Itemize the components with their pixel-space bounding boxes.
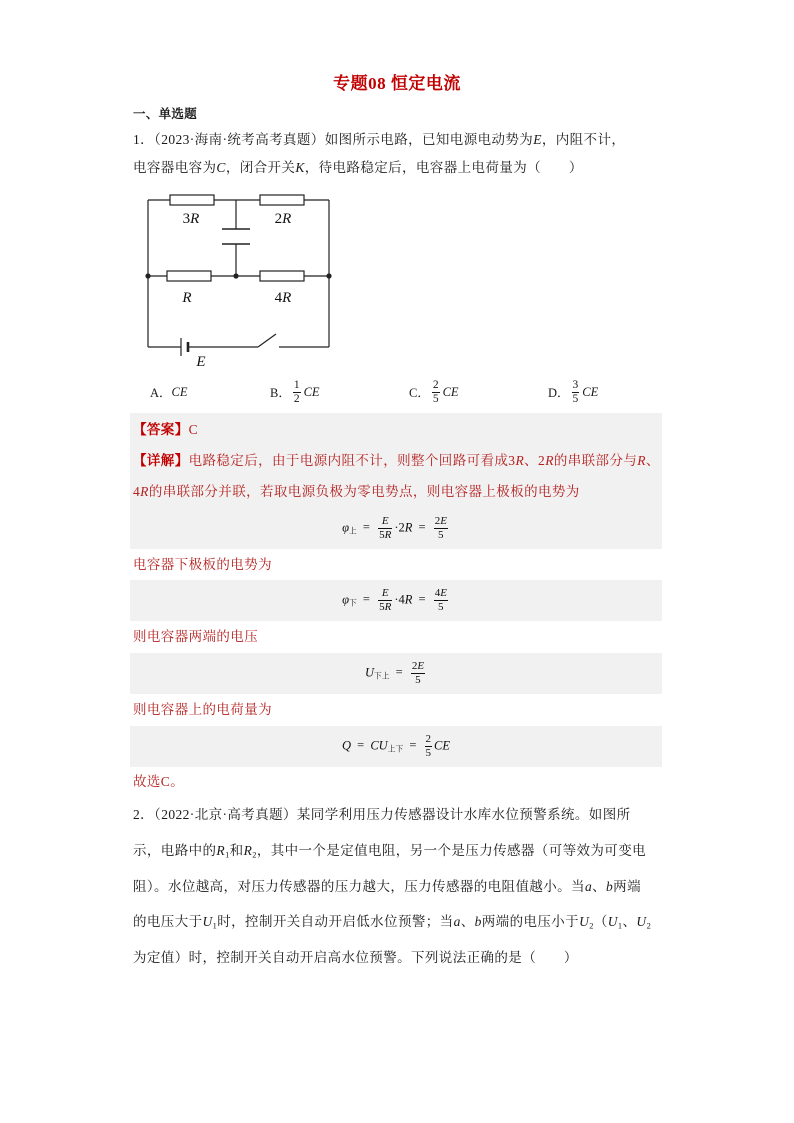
math-variable: U: [579, 914, 590, 929]
option-letter: D．: [548, 386, 570, 400]
formula-upper-plate-potential: [130, 509, 662, 547]
math-variable: R: [545, 453, 554, 468]
answer-label: 【答案】: [133, 422, 189, 437]
label-coefficient: 2: [274, 211, 283, 227]
fraction: [572, 379, 580, 406]
fraction: [432, 379, 440, 406]
fraction: [434, 587, 448, 614]
fraction: [293, 379, 301, 406]
q2-stem-line-1: [133, 806, 631, 824]
text-run: 4: [133, 484, 141, 499]
resistor-2r: [260, 195, 304, 205]
equals-sign: =: [362, 592, 370, 607]
label-resistor-r: [181, 290, 191, 306]
option-value: CE: [582, 384, 599, 399]
voltage-symbol: U: [364, 665, 374, 680]
fraction: [411, 660, 425, 687]
label-resistor-4r: [275, 290, 292, 306]
text-run: 5: [379, 601, 385, 613]
text-run: 和: [229, 843, 244, 858]
text-run: 阻）。水位越高，对压力传感器的压力越大，压力传感器的电阻值越小。当: [133, 879, 585, 894]
subscript: 1: [225, 850, 230, 860]
option-c: [409, 375, 459, 409]
math-variable: a: [453, 914, 461, 929]
math-variable: K: [295, 160, 305, 175]
math-variable: R: [243, 843, 253, 858]
math-variable: R: [140, 484, 149, 499]
fraction: [434, 515, 448, 542]
text-run: 4: [434, 587, 441, 599]
q1-stem-line-1: [133, 131, 625, 149]
charge-symbol: Q: [341, 738, 352, 753]
text-run: ，待电路稳定后，电容器上电荷量为（ ）: [304, 160, 583, 175]
equals-sign: =: [418, 592, 426, 607]
explanation-label: 【详解】: [133, 453, 189, 468]
text-run: 两端的电压小于: [481, 914, 580, 929]
subscript: 上: [349, 526, 357, 536]
numerator: 3: [572, 378, 579, 391]
phi-symbol: φ: [342, 519, 349, 534]
q2-stem-line-4: [133, 913, 651, 936]
formula-capacitor-voltage: [130, 653, 662, 694]
subscript: 上下: [387, 744, 404, 754]
resistor-4r: [260, 271, 304, 281]
answer-value: C: [188, 422, 199, 437]
equals-sign: =: [418, 519, 426, 534]
math-variable: U: [636, 914, 647, 929]
label-variable: R: [182, 290, 192, 306]
text-run: 电容器电容为: [133, 160, 217, 175]
math-variable: R: [384, 601, 392, 613]
denominator: 2: [293, 392, 300, 405]
equals-sign: =: [357, 738, 365, 753]
numerator: [411, 660, 425, 674]
product-term: CE: [434, 738, 451, 753]
junction-dot-right: [326, 273, 331, 278]
text-run: 的电压大于: [133, 914, 203, 929]
subscript: 下: [349, 598, 357, 608]
text-run: （: [593, 914, 608, 929]
option-letter: C．: [409, 386, 430, 400]
equals-sign: =: [362, 519, 370, 534]
text-run: 电路稳定后，由于电源内阻不计，则整个回路可看成3: [188, 453, 516, 468]
subscript: 下上: [373, 671, 390, 681]
text-run: ，其中一个是定值电阻，另一个是压力传感器（可等效为可变电: [256, 843, 647, 858]
denominator: [411, 674, 425, 687]
text-run: 5: [438, 528, 444, 541]
option-d: [548, 375, 598, 409]
text-run: 为定值）时，控制开关自动开启高水位预警。下列说法正确的是（ ）: [133, 950, 578, 965]
denominator: 5: [432, 392, 439, 405]
math-variable: E: [533, 132, 542, 147]
numerator: 1: [293, 378, 300, 391]
option-value: CE: [303, 384, 320, 399]
text-run: 、2: [524, 453, 546, 468]
math-variable: a: [584, 879, 593, 894]
text-run: 5: [438, 601, 444, 613]
text-run: 2: [411, 660, 418, 672]
text-run: 时，控制开关自动开启低水位预警；当: [217, 914, 454, 929]
math-variable: R: [637, 453, 646, 468]
text-run: ，内阻不计，: [541, 132, 626, 147]
math-variable: E: [381, 514, 389, 527]
math-variable: E: [440, 514, 447, 527]
answer-line: [133, 421, 198, 439]
multiplier: [394, 520, 412, 534]
explanation-conclusion: 故选C。: [133, 774, 185, 789]
formula-lower-plate-potential: [130, 580, 662, 621]
math-variable: R: [404, 592, 413, 607]
denominator: [434, 601, 448, 614]
option-a: [150, 375, 188, 409]
math-variable: R: [384, 528, 392, 541]
math-variable: U: [202, 914, 213, 929]
text-run: ·4: [394, 592, 405, 607]
denominator: [425, 747, 433, 760]
label-variable: E: [196, 354, 206, 370]
junction-dot-center: [233, 273, 238, 278]
text-run: 1．（2023·海南·统考高考真题）如图所示电路，已知电源电动势为: [133, 132, 534, 147]
denominator: [434, 529, 448, 542]
explanation-text-charge: 则电容器上的电荷量为: [133, 702, 272, 717]
text-run: 、: [460, 914, 475, 929]
option-letter: A．: [150, 386, 172, 400]
q1-stem-line-2: [133, 159, 583, 177]
explanation-text: [189, 453, 660, 468]
math-variable: U: [607, 914, 618, 929]
fraction: [425, 733, 433, 760]
denominator: 5: [572, 392, 579, 405]
numerator: [425, 733, 433, 747]
text-run: 、: [592, 879, 607, 894]
label-variable: R: [282, 211, 292, 227]
math-variable: R: [404, 519, 413, 534]
denominator: [378, 529, 392, 542]
denominator: [378, 601, 392, 614]
math-variable: C: [216, 160, 226, 175]
text-run: 2．（2022·北京·高考真题）某同学利用压力传感器设计水库水位预警系统。如图所: [133, 807, 631, 822]
explanation-text-lower-plate: 电容器下极板的电势为: [133, 557, 272, 572]
phi-symbol: φ: [342, 592, 349, 607]
numerator: [378, 587, 392, 601]
page-title: 专题08 恒定电流: [333, 74, 461, 93]
explanation-text-voltage: 则电容器两端的电压: [133, 629, 259, 644]
option-value: CE: [171, 384, 188, 399]
circuit-diagram: [140, 185, 340, 375]
subscript: 1: [617, 921, 623, 931]
numerator: [378, 515, 392, 529]
q2-stem-line-2: [133, 842, 646, 865]
text-run: 2: [434, 514, 441, 527]
numerator: [434, 587, 448, 601]
math-variable: E: [440, 587, 447, 599]
text-run: 示，电路中的: [133, 843, 217, 858]
q2-stem-line-3: [133, 878, 641, 896]
switch-k: [258, 334, 276, 347]
section-heading: 一、单选题: [133, 107, 198, 121]
label-coefficient: 3: [182, 211, 191, 227]
label-variable: R: [190, 211, 200, 227]
explanation-line-2: [133, 483, 580, 501]
equals-sign: =: [395, 665, 403, 680]
label-resistor-2r: [275, 211, 292, 227]
option-b: [270, 375, 320, 409]
q2-stem-line-5: [133, 949, 578, 967]
fraction: [378, 587, 392, 614]
label-resistor-3r: [183, 211, 200, 227]
multiplier: [394, 592, 412, 606]
junction-dot-left: [145, 273, 150, 278]
text-run: ·2: [394, 519, 405, 534]
resistor-3r: [170, 195, 214, 205]
option-value: CE: [442, 384, 459, 399]
label-variable: R: [282, 290, 292, 306]
text-run: 2: [425, 733, 432, 745]
label-coefficient: 4: [274, 290, 283, 306]
math-variable: b: [474, 914, 482, 929]
equals-sign: =: [409, 738, 417, 753]
resistor-r: [167, 271, 211, 281]
math-variable: b: [606, 879, 614, 894]
subscript: 2: [646, 921, 652, 931]
option-letter: B．: [270, 386, 291, 400]
text-run: 5: [379, 528, 385, 541]
numerator: [434, 515, 448, 529]
text-run: 的串联部分并联，若取电源负极为零电势点，则电容器上极板的电势为: [148, 484, 580, 499]
subscript: 1: [212, 921, 218, 931]
subscript: 2: [252, 850, 257, 860]
text-run: 的串联部分与: [553, 453, 638, 468]
product-term: CU: [370, 738, 388, 753]
text-run: 5: [425, 747, 432, 759]
formula-capacitor-charge: [130, 726, 662, 767]
subscript: 2: [589, 921, 594, 931]
explanation-line-1: [133, 452, 660, 470]
numerator: 2: [432, 378, 439, 391]
math-variable: E: [381, 587, 389, 599]
math-variable: R: [216, 843, 226, 858]
math-variable: E: [417, 660, 425, 672]
text-run: 5: [415, 674, 421, 686]
text-run: 两端: [613, 879, 641, 894]
fraction: [378, 515, 392, 542]
text-run: ，闭合开关: [225, 160, 296, 175]
label-battery-e: [195, 354, 205, 370]
math-variable: R: [515, 453, 525, 468]
text-run: 、: [622, 914, 637, 929]
text-run: 、: [645, 453, 660, 468]
